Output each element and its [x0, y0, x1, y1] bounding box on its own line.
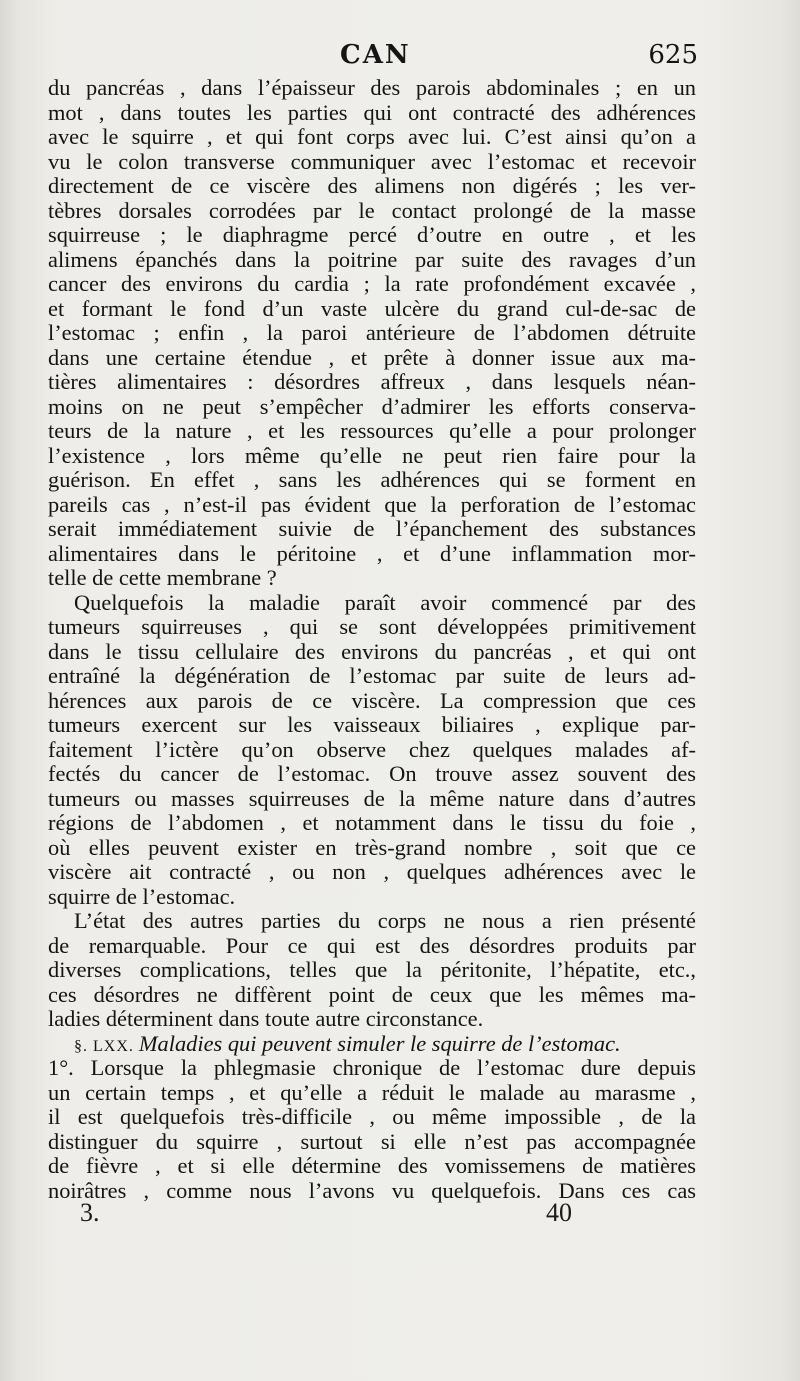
signature-number: 40: [546, 1198, 572, 1227]
text-line: squirreuse ; le diaphragme percé d’outre en outre , et les: [48, 222, 696, 247]
section-heading: Maladies qui peuvent simuler le squirre de l’estomac.: [138, 1030, 621, 1056]
text-line: mot , dans toutes les parties qui ont contracté des adhérences: [48, 99, 696, 125]
text-line: de fièvre , et si elle détermine des vomissemens de matières: [48, 1153, 696, 1178]
text-line: moins on ne peut s’empêcher d’admirer les efforts conserva-: [48, 393, 696, 419]
text-line: l’estomac ; enfin , la paroi antérieure de l’abdomen détruite: [48, 320, 696, 345]
text-line: de remarquable. Pour ce qui est des désordres produits par: [48, 932, 696, 958]
text-line: dans le tissu cellulaire des environs du pancréas , et qui ont: [48, 638, 696, 664]
text-line: tumeurs squirreuses , qui se sont développées primitivement: [48, 614, 696, 639]
text-line: teurs de la nature , et les ressources qu’elle a pour prolonger: [48, 418, 696, 443]
text-line: et formant le fond d’un vaste ulcère du grand cul-de-sac de: [48, 295, 696, 321]
text-line: squirre de l’estomac.: [48, 883, 236, 909]
section-heading-line: [48, 1032, 696, 1057]
text-line: diverses complications, telles que la péritonite, l’hépatite, etc.,: [48, 957, 696, 982]
text-line: un certain temps , et qu’elle a réduit le malade au marasme ,: [48, 1079, 696, 1105]
text-line: entraîné la dégénération de l’estomac par suite de leurs ad-: [48, 663, 696, 688]
text-line: dans une certaine étendue , et prête à donner issue aux ma-: [48, 344, 696, 370]
signature-line: [70, 1198, 610, 1232]
running-head-title: CAN: [340, 40, 411, 70]
text-line: il est quelquefois très-difficile , ou même impossible , de la: [48, 1104, 696, 1129]
text-line: 1°. Lorsque la phlegmasie chronique de l’estomac dure depuis: [48, 1055, 696, 1080]
text-line: telle de cette membrane ?: [48, 565, 277, 590]
text-line: cancer des environs du cardia ; la rate profondément excavée ,: [48, 271, 696, 296]
text-line: tumeurs ou masses squirreuses de la même nature dans d’autres: [48, 785, 696, 811]
text-line: guérison. En effet , sans les adhérences qui se forment en: [48, 467, 696, 492]
text-line: ces désordres ne diffèrent point de ceux que les mêmes ma-: [48, 981, 696, 1007]
text-line: Quelquefois la maladie paraît avoir commencé par des: [74, 589, 696, 615]
text-line: du pancréas , dans l’épaisseur des parois abdominales ; en un: [48, 75, 696, 100]
text-line: tèbres dorsales corrodées par le contact prolongé de la masse: [48, 197, 696, 223]
text-line: avec le squirre , et qui font corps avec lui. C’est ainsi qu’on a: [48, 124, 696, 149]
text-line: L’état des autres parties du corps ne nous a rien présenté: [74, 908, 696, 933]
text-line: où elles peuvent exister en très-grand nombre , soit que ce: [48, 834, 696, 860]
text-line: l’existence , lors même qu’elle ne peut rien faire pour la: [48, 442, 696, 468]
text-line: tières alimentaires : désordres affreux , dans lesquels néan-: [48, 369, 696, 394]
text-line: fectés du cancer de l’estomac. On trouve assez souvent des: [48, 761, 696, 786]
section-number: §. LXX.: [74, 1037, 139, 1055]
text-line: ladies déterminent dans toute autre circonstance.: [48, 1006, 484, 1031]
text-line: viscère ait contracté , ou non , quelques adhérences avec le: [48, 859, 696, 884]
text-line: noirâtres , comme nous l’avons vu quelquefois. Dans ces cas: [48, 1177, 696, 1203]
text-line: pareils cas , n’est-il pas évident que la perforation de l’estomac: [48, 491, 696, 517]
text-line: alimentaires dans le péritoine , et d’une inflammation mor-: [48, 540, 696, 566]
text-line: vu le colon transverse communiquer avec l’estomac et recevoir: [48, 148, 696, 174]
text-line: régions de l’abdomen , et notamment dans le tissu du foie ,: [48, 810, 696, 835]
page-number: 625: [648, 40, 698, 70]
text-body: [48, 76, 696, 1203]
text-line: directement de ce viscère des alimens non digérés ; les ver-: [48, 173, 696, 198]
text-line: hérences aux parois de ce viscère. La compression que ces: [48, 687, 696, 713]
text-line: serait immédiatement suivie de l’épanchement des substances: [48, 516, 696, 541]
signature-mark: 3.: [80, 1198, 100, 1227]
text-line: alimens épanchés dans la poitrine par suite des ravages d’un: [48, 246, 696, 272]
text-line: distinguer du squirre , surtout si elle n’est pas accompagnée: [48, 1128, 696, 1154]
running-head: [48, 40, 698, 74]
text-line: faitement l’ictère qu’on observe chez quelques malades af-: [48, 736, 696, 762]
text-line: tumeurs exercent sur les vaisseaux biliaires , explique par-: [48, 712, 696, 737]
